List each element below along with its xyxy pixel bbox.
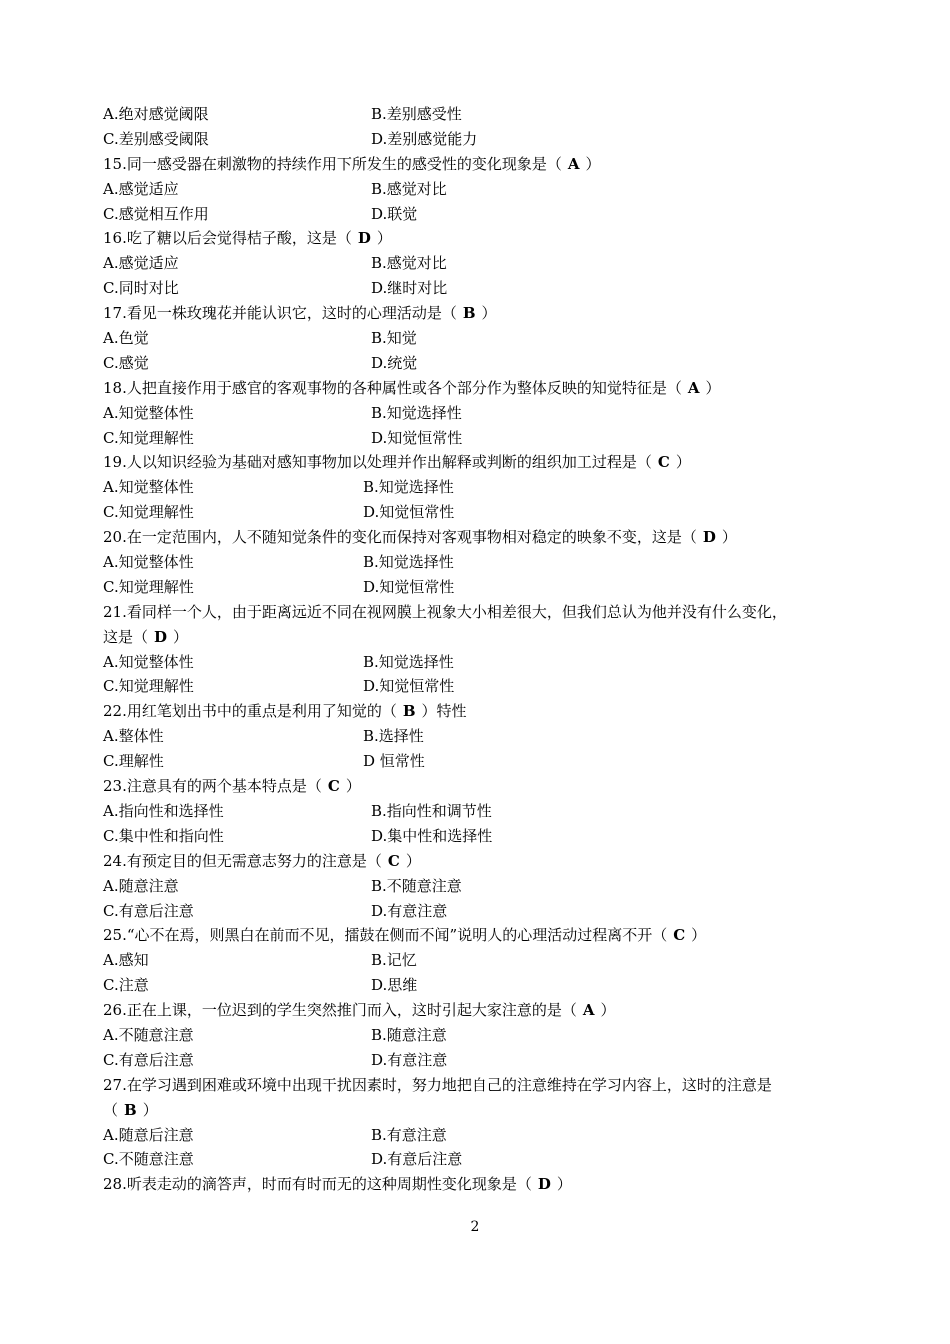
question-line (103, 525, 863, 550)
option-text: A.绝对感觉阈限 (103, 105, 209, 123)
option-row (103, 724, 863, 749)
option-text: C.集中性和指向性 (103, 826, 224, 845)
option-row (103, 1023, 863, 1048)
question-line (103, 625, 863, 650)
option-text: C.知觉理解性 (103, 503, 194, 522)
question-line (103, 1073, 863, 1098)
option-text: B.知觉选择性 (363, 652, 454, 671)
option-text: A.指向性和选择性 (103, 801, 224, 820)
option-row (103, 1123, 863, 1148)
option-text: C.感觉 (103, 353, 149, 372)
option-text: D.集中性和选择性 (371, 826, 493, 845)
option-text: B.感觉对比 (371, 179, 447, 198)
option-text: D.统觉 (371, 353, 418, 372)
question-tail: ） (675, 453, 691, 472)
option-row (103, 799, 863, 824)
option-row (103, 202, 863, 227)
question-text: 24.有预定目的但无需意志努力的注意是（ (103, 851, 382, 870)
option-text: C.注意 (103, 976, 149, 995)
question-line (103, 1098, 863, 1123)
option-text: D.有意注意 (371, 901, 448, 920)
answer-letter: A (582, 1001, 595, 1020)
option-text: A.感觉适应 (103, 179, 179, 198)
option-text: A.知觉整体性 (103, 553, 194, 572)
option-row (103, 749, 863, 774)
question-tail: ） (600, 1001, 616, 1020)
question-tail: ） (721, 528, 737, 547)
question-line (103, 849, 863, 874)
option-row (103, 899, 863, 924)
option-text: B.有意注意 (371, 1125, 447, 1144)
question-tail: ） (345, 777, 361, 796)
question-tail: ） (705, 378, 721, 397)
question-line (103, 301, 863, 326)
question-text: 26.正在上课，一位迟到的学生突然推门而入，这时引起大家注意的是（ (103, 1001, 577, 1020)
option-row (103, 127, 863, 152)
question-text: 23.注意具有的两个基本特点是（ (103, 777, 322, 796)
option-text: C.感觉相互作用 (103, 204, 209, 223)
question-line (103, 226, 863, 251)
option-text: B.随意注意 (371, 1025, 447, 1044)
option-row (103, 824, 863, 849)
option-text: C.差别感受阈限 (103, 129, 209, 148)
option-row (103, 276, 863, 301)
question-line (103, 450, 863, 475)
answer-letter: B (402, 702, 416, 721)
question-tail: ） (405, 851, 421, 870)
question-tail: ） (691, 926, 707, 945)
option-row (103, 874, 863, 899)
question-text: 17.看见一株玫瑰花并能认识它，这时的心理活动是（ (103, 304, 457, 323)
answer-letter: C (673, 926, 686, 945)
option-row (103, 326, 863, 351)
question-tail: ） (376, 229, 392, 248)
answer-letter: D (357, 229, 371, 248)
option-text: C.知觉理解性 (103, 428, 194, 447)
question-tail: ） (142, 1100, 158, 1119)
option-text: D.知觉恒常性 (363, 577, 455, 596)
option-text: A.随意注意 (103, 876, 179, 895)
question-content (103, 102, 863, 1197)
option-text: B.知觉 (371, 329, 417, 348)
option-text: B.指向性和调节性 (371, 801, 492, 820)
question-text: 25.“心不在焉，则黑白在前而不见，擂鼓在侧而不闻”说明人的心理活动过程离不开（ (103, 926, 668, 945)
answer-letter: A (687, 378, 700, 397)
question-line (103, 998, 863, 1023)
option-text: B.记忆 (371, 951, 417, 970)
option-text: C.理解性 (103, 752, 164, 771)
option-row (103, 973, 863, 998)
option-row (103, 351, 863, 376)
answer-letter: D (537, 1175, 551, 1194)
page-number: 2 (470, 1219, 480, 1235)
option-text: A.感觉适应 (103, 254, 179, 273)
option-text: A.不随意注意 (103, 1025, 194, 1044)
option-text: B.知觉选择性 (363, 553, 454, 572)
option-text: D.有意后注意 (371, 1150, 463, 1169)
option-row (103, 1048, 863, 1073)
option-text: A.知觉整体性 (103, 478, 194, 497)
answer-letter: D (702, 528, 716, 547)
question-text: 27.在学习遇到困难或环境中出现干扰因素时，努力地把自己的注意维持在学习内容上，这时的注意是 (103, 1075, 772, 1094)
option-row (103, 401, 863, 426)
option-text: B.选择性 (363, 727, 424, 746)
answer-letter: B (462, 304, 476, 323)
answer-letter: C (327, 777, 340, 796)
option-text: A.色觉 (103, 329, 149, 348)
option-text: D.知觉恒常性 (363, 677, 455, 696)
option-text: D.知觉恒常性 (363, 503, 455, 522)
option-row (103, 575, 863, 600)
answer-letter: B (124, 1100, 137, 1119)
option-text: C.同时对比 (103, 279, 179, 298)
option-text: B.知觉选择性 (371, 403, 462, 422)
option-row (103, 102, 863, 127)
question-line (103, 1172, 863, 1197)
answer-letter: D (154, 627, 168, 646)
option-row (103, 550, 863, 575)
option-text: C.知觉理解性 (103, 677, 194, 696)
option-text: A.感知 (103, 951, 149, 970)
option-text: A.知觉整体性 (103, 403, 194, 422)
question-text: 19.人以知识经验为基础对感知事物加以处理并作出解释或判断的组织加工过程是（ (103, 453, 652, 472)
question-text: 21.看同样一个人，由于距离远近不同在视网膜上视象大小相差很大，但我们总认为他并没有什么变化， (103, 602, 787, 621)
option-row (103, 948, 863, 973)
question-text: 15.同一感受器在刺激物的持续作用下所发生的感受性的变化现象是（ (103, 154, 562, 173)
question-text: 28.听表走动的滴答声，时而有时而无的这种周期性变化现象是（ (103, 1175, 532, 1194)
option-text: D.联觉 (371, 204, 418, 223)
answer-letter: A (567, 154, 580, 173)
question-tail: ） (481, 304, 497, 323)
question-line (103, 923, 863, 948)
option-text: C.有意后注意 (103, 1050, 194, 1069)
question-line (103, 600, 863, 625)
option-text: D.思维 (371, 976, 418, 995)
option-row (103, 650, 863, 675)
question-line (103, 774, 863, 799)
answer-letter: C (387, 851, 400, 870)
option-text: C.知觉理解性 (103, 577, 194, 596)
question-text: 20.在一定范围内，人不随知觉条件的变化而保持对客观事物相对稳定的映象不变，这是（ (103, 528, 697, 547)
answer-letter: C (657, 453, 670, 472)
option-text: A.知觉整体性 (103, 652, 194, 671)
option-text: A.随意后注意 (103, 1125, 194, 1144)
option-row (103, 475, 863, 500)
question-line (103, 376, 863, 401)
question-text: 这是（ (103, 627, 149, 646)
option-row (103, 1147, 863, 1172)
option-text: D.知觉恒常性 (371, 428, 463, 447)
question-text: （ (103, 1100, 119, 1119)
question-line (103, 152, 863, 177)
option-row (103, 500, 863, 525)
option-text: C.不随意注意 (103, 1150, 194, 1169)
option-text: D.继时对比 (371, 279, 448, 298)
option-text: B.感觉对比 (371, 254, 447, 273)
option-text: B.不随意注意 (371, 876, 462, 895)
question-tail: ） (585, 154, 601, 173)
question-text: 22.用红笔划出书中的重点是利用了知觉的（ (103, 702, 397, 721)
option-text: D 恒常性 (363, 752, 425, 771)
option-text: C.有意后注意 (103, 901, 194, 920)
option-row (103, 426, 863, 451)
option-text: A.整体性 (103, 727, 164, 746)
question-line (103, 699, 863, 724)
question-tail: ） (173, 627, 189, 646)
question-text: 16.吃了糖以后会觉得桔子酸，这是（ (103, 229, 352, 248)
question-tail: ）特性 (421, 702, 467, 721)
question-text: 18.人把直接作用于感官的客观事物的各种属性或各个部分作为整体反映的知觉特征是（ (103, 378, 682, 397)
option-row (103, 251, 863, 276)
option-text: D.有意注意 (371, 1050, 448, 1069)
option-text: D.差别感觉能力 (371, 129, 478, 148)
option-text: B.知觉选择性 (363, 478, 454, 497)
question-tail: ） (556, 1175, 572, 1194)
option-text: B.差别感受性 (371, 105, 462, 123)
option-row (103, 177, 863, 202)
option-row (103, 674, 863, 699)
